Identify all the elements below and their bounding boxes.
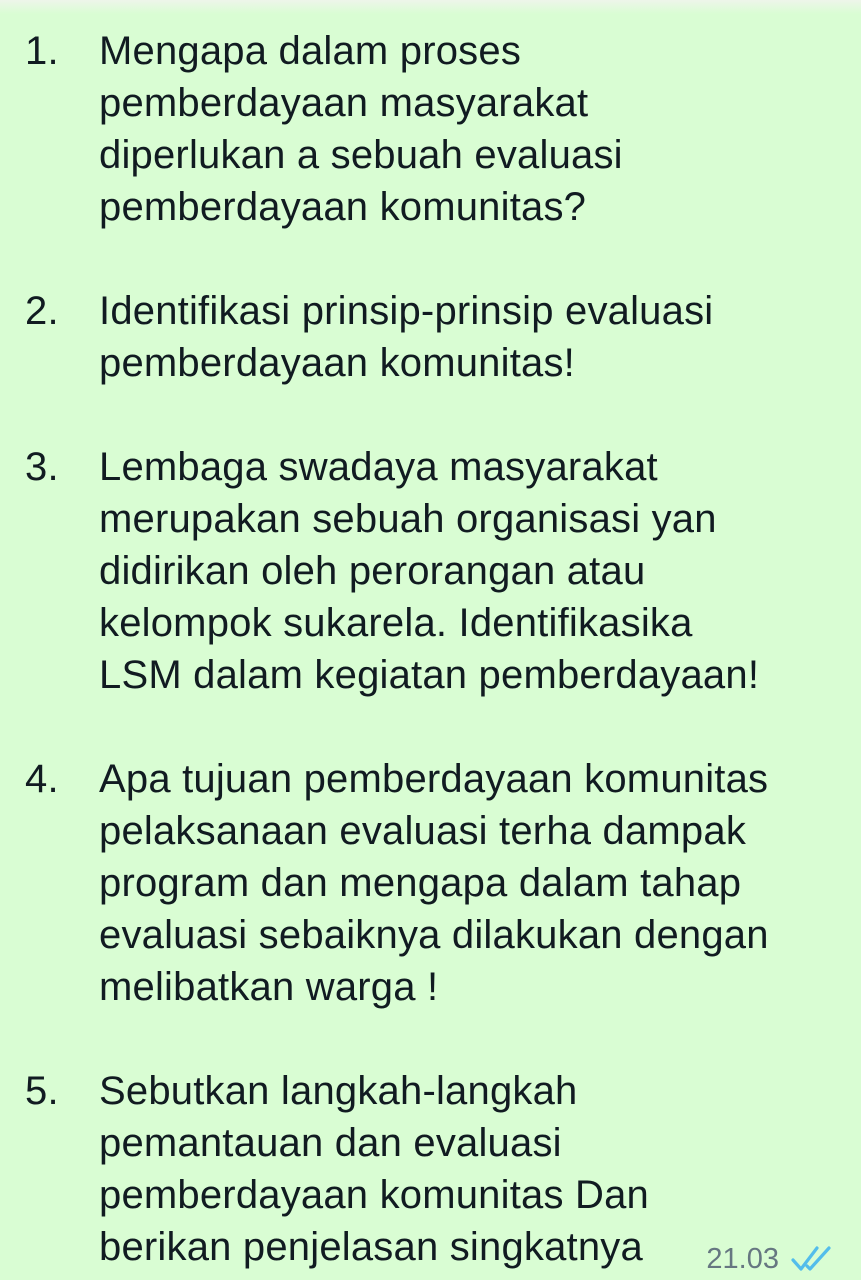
question-number: 3. bbox=[25, 445, 59, 489]
question-list bbox=[25, 25, 841, 1273]
question-number: 4. bbox=[25, 757, 59, 801]
question-number: 1. bbox=[25, 29, 59, 73]
question-item-1 bbox=[25, 25, 841, 233]
question-text: Identifikasi prinsip-prinsip evaluasi pemberdayaan komunitas! bbox=[99, 289, 714, 385]
question-item-4 bbox=[25, 753, 841, 1013]
question-text: Sebutkan langkah-langkah pemantauan dan evaluasi pemberdayaan komunitas Dan berikan penjelasan singkatnya bbox=[99, 1069, 649, 1269]
question-item-3 bbox=[25, 441, 841, 701]
question-text: Lembaga swadaya masyarakat merupakan sebuah organisasi yan didirikan oleh perorangan atau kelompok sukarela. Identifikasika LSM dalam kegiatan pemberdayaan! bbox=[99, 445, 760, 697]
message-meta bbox=[706, 1242, 835, 1276]
double-check-read-icon bbox=[791, 1244, 835, 1274]
message-time: 21.03 bbox=[706, 1243, 779, 1275]
question-text: Mengapa dalam proses pemberdayaan masyarakat diperlukan a sebuah evaluasi pemberdayaan komunitas? bbox=[99, 29, 623, 229]
bubble-top-edge bbox=[0, 0, 861, 14]
question-item-2 bbox=[25, 285, 841, 389]
question-number: 2. bbox=[25, 289, 59, 333]
question-text: Apa tujuan pemberdayaan komunitas pelaksanaan evaluasi terha dampak program dan mengapa dalam tahap evaluasi sebaiknya dilakukan dengan melibatkan warga ! bbox=[99, 757, 769, 1009]
question-number: 5. bbox=[25, 1069, 59, 1113]
